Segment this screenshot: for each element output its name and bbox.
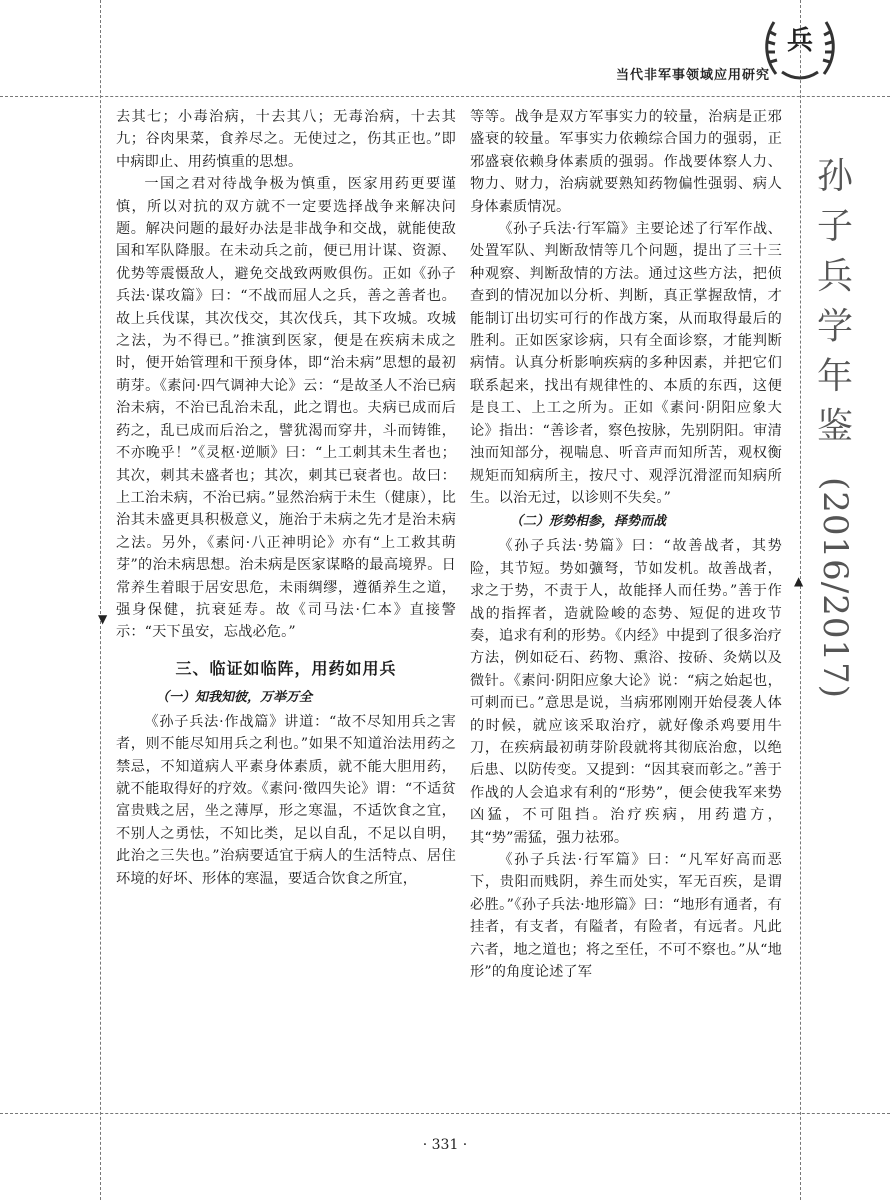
paragraph: 一国之君对待战争极为慎重，医家用药更要谨慎，所以对抗的双方就不一定要选择战争来解决问题。解决问题的最好办法是非战争和交战，就能使敌国和军队降服。在未动兵之前，便已用计谋、资源、优势等震慑敌人，避免交战致两败俱伤。正如《孙子兵法·谋攻篇》曰：“不战而屈人之兵，善之善者也。故上兵伐谋，其次伐交，其次伐兵，其下攻城。攻城之法，为不得已。”推演到医家，便是在疾病未成之时，便开始管理和干预身体，即“治未病”思想的最初萌芽。《素问·四气调神大论》云：“是故圣人不治已病治未病，不治已乱治未乱，此之谓也。夫病已成而后药之，乱已成而后治之，譬犹渴而穿井，斗而铸锥，不亦晚乎！”《灵枢·逆顺》曰：“上工刺其未生者也；其次，刺其未盛者也；其次，刺其已衰者也。故曰：上工治未病，不治已病。”显然治病于未生（健康），比治其未盛更具积极意义，施治于未病之先才是治未病之法。另外，《素问·八正神明论》亦有“上工救其萌芽”的治未病思想。治未病是医家谋略的最高境界。日常养生着眼于居安思危，未雨绸缪，遵循养生之道，强身保健，抗衰延寿。故《司马法·仁本》直接警示：“天下虽安，忘战必危。” [116,176,456,641]
emblem-glyph: 兵 [786,26,813,56]
yearbook-side-title [805,152,865,718]
side-title-char: 鉴 [816,406,853,447]
paragraph: 《孙子兵法·行军篇》主要论述了行军作战、处置军队、判断敌情等几个问题，提出了三十三种观察、判断敌情的方法。通过这些方法，把侦查到的情况加以分析、判断，真正掌握敌情，才能制订出切实可行的作战方案，从而取得最后的胜利。正如医家诊病，只有全面诊察，才能判断病情。认真分析影响疾病的多种因素，并把它们联系起来，找出有规律性的、本质的东西，这便是良工、上工之所为。正如《素问·阴阳应象大论》指出：“善诊者，察色按脉，先别阴阳。审清浊而知部分，视喘息、听音声而知所苦，观权衡规矩而知病所主，按尺寸、观浮沉滑涩而知病所生。以治无过，以诊则不失矣。” [470,221,782,506]
side-title-char: 子 [816,206,853,247]
side-title-year: (2016/2017) [815,476,855,700]
paragraph: 等等。战争是双方军事实力的较量，治病是正邪盛衰的较量。军事实力依赖综合国力的强弱，正邪盛衰依赖身体素质的强弱。作战要体察人力、物力、财力，治病就要熟知药物偏性强弱、病人身体素质情况。 [470,109,782,215]
down-marker-icon: ▼ [98,612,108,626]
subsection-heading: （一）知我知彼，万举万全 [156,689,313,705]
page-number: · 331 · [422,1137,468,1153]
side-title-char: 年 [816,356,853,397]
journal-section-title: 当代非军事领域应用研究 [615,68,770,83]
side-title-char: 孙 [816,156,853,197]
section-heading: 三、临证如临阵，用药如用兵 [175,658,397,678]
paragraph: 去其七；小毒治病，十去其八；无毒治病，十去其九；谷肉果菜，食养尽之。无使过之，伤其正也。”即中病即止、用药慎重的思想。 [116,109,456,170]
side-title-char: 学 [816,306,853,347]
journal-emblem [760,14,840,86]
right-text-column [470,106,782,983]
bottom-guide-line [0,1113,890,1114]
right-guide-line [800,0,801,1200]
left-text-column [116,106,456,890]
paragraph: 《孙子兵法·作战篇》讲道：“故不尽知用兵之害者，则不能尽知用兵之利也。”如果不知道治法用药之禁忌，不知道病人平素身体素质，就不能大胆用药，就不能取得好的疗效。《素问·徵四失论》谓：“不适贫富贵贱之居，坐之薄厚，形之寒温，不适饮食之宜，不别人之勇怯，不知比类，足以自乱，不足以自明，此治之三失也。”治病要适宜于病人的生活特点、居住环境的好坏、形体的寒温，要适合饮食之所宜， [116,713,456,887]
top-guide-line [0,96,890,97]
up-marker-icon: ▲ [794,574,804,588]
paragraph: 《孙子兵法·势篇》曰：“故善战者，其势险，其节短。势如彍弩，节如发机。故善战者，求之于势，不责于人，故能择人而任势。”善于作战的指挥者，造就险峻的态势、短促的进攻节奏，追求有利的形势。《内经》中提到了很多治疗方法，例如砭石、药物、熏浴、按硚、灸焫以及微针。《素问·阴阳应象大论》说：“病之始起也，可刺而已。”意思是说，当病邪刚刚开始侵袭人体的时候，就应该采取治疗，就好像杀鸡要用牛刀，在疾病最初萌芽阶段就将其彻底治愈，以绝后患、以防传变。又提到：“因其衰而彰之。”善于作战的人会追求有利的“形势”，便会使我军来势凶猛，不可阻挡。治疗疾病，用药遣方，其“势”需猛，强力祛邪。 [470,538,782,846]
left-guide-line [100,0,101,1200]
subsection-heading: （二）形势相参，择势而战 [510,514,667,530]
paragraph: 《孙子兵法·行军篇》曰：“凡军好高而恶下，贵阳而贱阴，养生而处实，军无百疾，是谓必胜。”《孙子兵法·地形篇》曰：“地形有通者，有挂者，有支者，有隘者，有险者，有远者。凡此六者，地之道也；将之至任，不可不察也。”从“地形”的角度论述了军 [470,852,782,981]
side-title-char: 兵 [816,256,853,297]
